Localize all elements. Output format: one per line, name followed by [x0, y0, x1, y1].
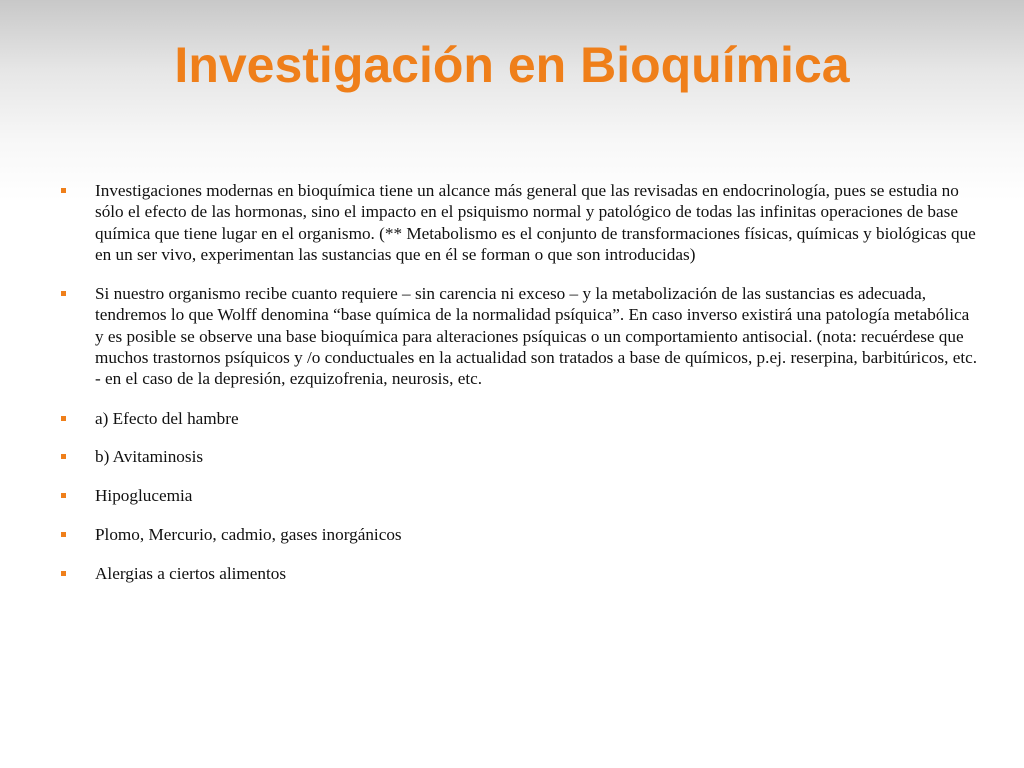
- list-item-text: Plomo, Mercurio, cadmio, gases inorgánicos: [95, 525, 402, 545]
- bullet-list: [58, 180, 978, 602]
- bullet-square-icon: [61, 571, 66, 576]
- list-item: [58, 283, 978, 389]
- list-item-text: b) Avitaminosis: [95, 447, 204, 467]
- list-item: [58, 446, 978, 467]
- slide-title: Investigación en Bioquímica: [174, 37, 850, 93]
- list-item: [58, 563, 978, 584]
- bullet-square-icon: [61, 188, 66, 193]
- bullet-square-icon: [61, 416, 66, 421]
- list-item-text: a) Efecto del hambre: [95, 408, 239, 428]
- list-item-text: Si nuestro organismo recibe cuanto requiere – sin carencia ni exceso – y la metabolización de las sustancias es adecuada, tendremos lo que Wolff denomina “base química de la normalidad psíquica”. En caso inverso existirá una patología metabólica y es posible se observe una base bioquímica para alteraciones psíquicas o un comportamiento antisocial. (nota: recuérdese que muchos trastornos psíquicos y /o conductuales en la actualidad son tratados a base de químicos, p.ej. reserpina, barbitúricos, etc. - en el caso de la depresión, ezquizofrenia, neurosis, etc.: [95, 284, 978, 389]
- bullet-square-icon: [61, 454, 66, 459]
- list-item: [58, 524, 978, 545]
- bullet-square-icon: [61, 291, 66, 296]
- bullet-square-icon: [61, 493, 66, 498]
- list-item-text: Investigaciones modernas en bioquímica tiene un alcance más general que las revisadas en endocrinología, pues se estudia no sólo el efecto de las hormonas, sino el impacto en el psiquismo normal y patológico de todas las infinitas operaciones de base química que tiene lugar en el organismo. (** Metabolismo es el conjunto de transformaciones físicas, químicas y biológicas que en un ser vivo, experimentan las sustancias que en él se forman o que son introducidas): [95, 181, 976, 264]
- list-item-text: Hipoglucemia: [95, 486, 193, 506]
- list-item: [58, 485, 978, 506]
- list-item: [58, 180, 978, 265]
- list-item-text: Alergias a ciertos alimentos: [95, 563, 287, 583]
- list-item: [58, 408, 978, 429]
- bullet-square-icon: [61, 532, 66, 537]
